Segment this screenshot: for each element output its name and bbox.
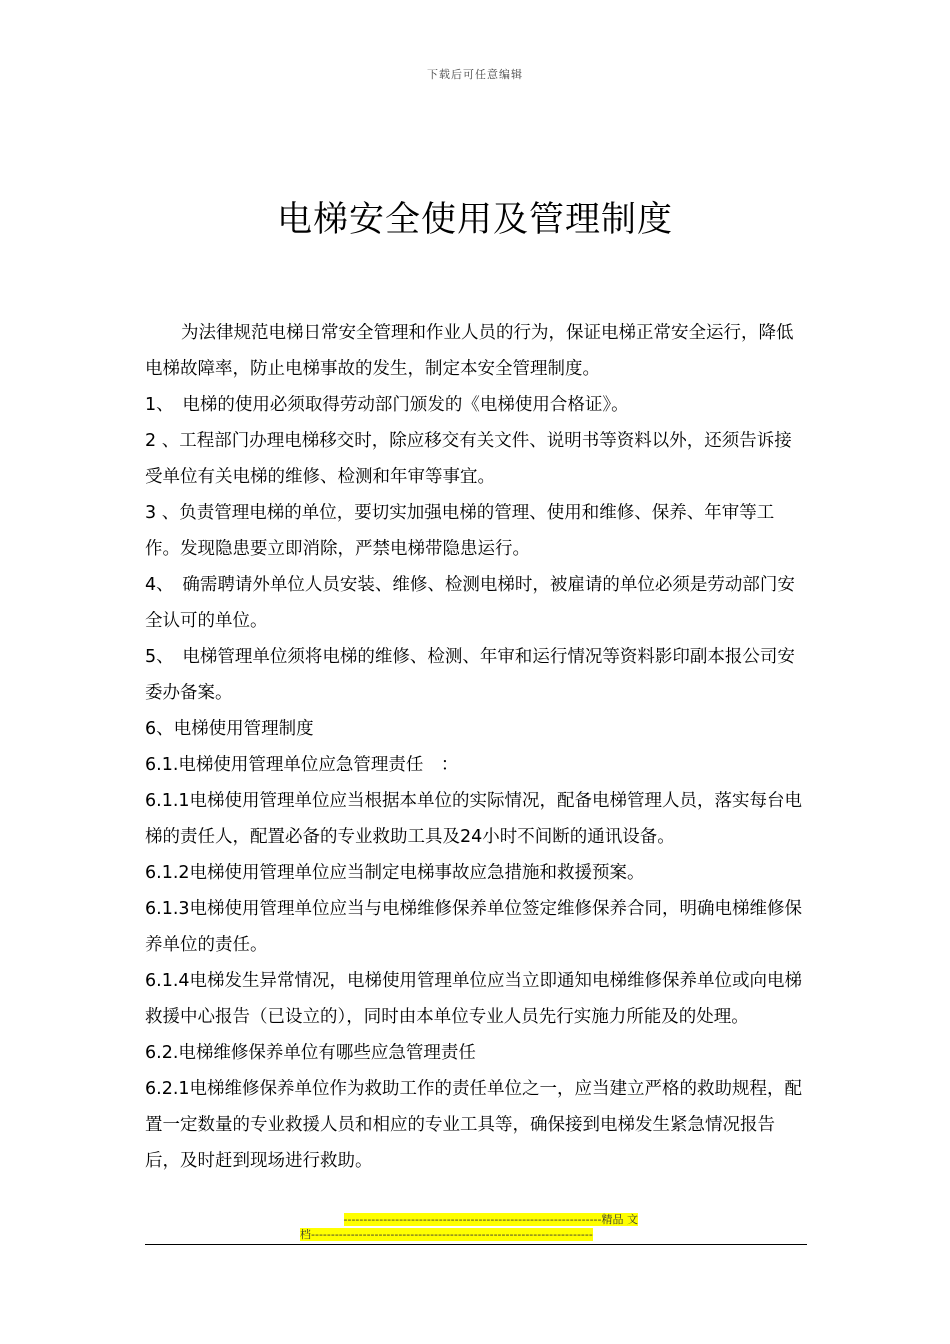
section-6-heading: 6、电梯使用管理制度 [145,719,314,739]
section-6-1-heading: 6.1.电梯使用管理单位应急管理责任 ： [145,755,459,775]
section-6-2-heading: 6.2.电梯维修保养单位有哪些应急管理责任 [145,1043,476,1063]
document-title: 电梯安全使用及管理制度 [276,200,673,240]
clause-2: 2 、工程部门办理电梯移交时，除应移交有关文件、说明书等资料以外，还须告诉接受单位有关电梯的维修、检测和年审等事宜。 [145,431,792,487]
clause-6-1-4: 6.1.4电梯发生异常情况，电梯使用管理单位应当立即通知电梯维修保养单位或向电梯救援中心报告（已设立的），同时由本单位专业人员先行实施力所能及的处理。 [145,971,803,1027]
footer-watermark [300,1212,650,1242]
document-body [145,315,807,1179]
clause-6-1-2: 6.1.2电梯使用管理单位应当制定电梯事故应急措施和救援预案。 [145,863,645,883]
clause-5: 5、 电梯管理单位须将电梯的维修、检测、年审和运行情况等资料影印副本报公司安委办备案。 [145,647,795,703]
clause-1: 1、 电梯的使用必须取得劳动部门颁发的《电梯使用合格证》。 [145,395,629,415]
clause-6-2-1: 6.2.1电梯维修保养单位作为救助工作的责任单位之一，应当建立严格的救助规程，配置一定数量的专业救援人员和相应的专业工具等，确保接到电梯发生紧急情况报告后，及时赶到现场进行救助。 [145,1079,803,1171]
clause-4: 4、 确需聘请外单位人员安装、维修、检测电梯时，被雇请的单位必须是劳动部门安全认可的单位。 [145,575,795,631]
footer-line-2: 档----------------------------------------------------------------------- [300,1228,593,1241]
footer-line-1: -----------------------------------------------------------------精品 文 [343,1213,638,1226]
header-note: 下载后可任意编辑 [427,68,523,81]
clause-3: 3 、负责管理电梯的单位，要切实加强电梯的管理、使用和维修、保养、年审等工作。发现隐患要立即消除，严禁电梯带隐患运行。 [145,503,775,559]
clause-6-1-1: 6.1.1电梯使用管理单位应当根据本单位的实际情况，配备电梯管理人员，落实每台电梯的责任人，配置必备的专业救助工具及24小时不间断的通讯设备。 [145,791,803,847]
intro-paragraph: 为法律规范电梯日常安全管理和作业人员的行为，保证电梯正常安全运行，降低电梯故障率，防止电梯事故的发生，制定本安全管理制度。 [145,323,794,379]
clause-6-1-3: 6.1.3电梯使用管理单位应当与电梯维修保养单位签定维修保养合同，明确电梯维修保养单位的责任。 [145,899,803,955]
footer-divider [145,1244,807,1245]
